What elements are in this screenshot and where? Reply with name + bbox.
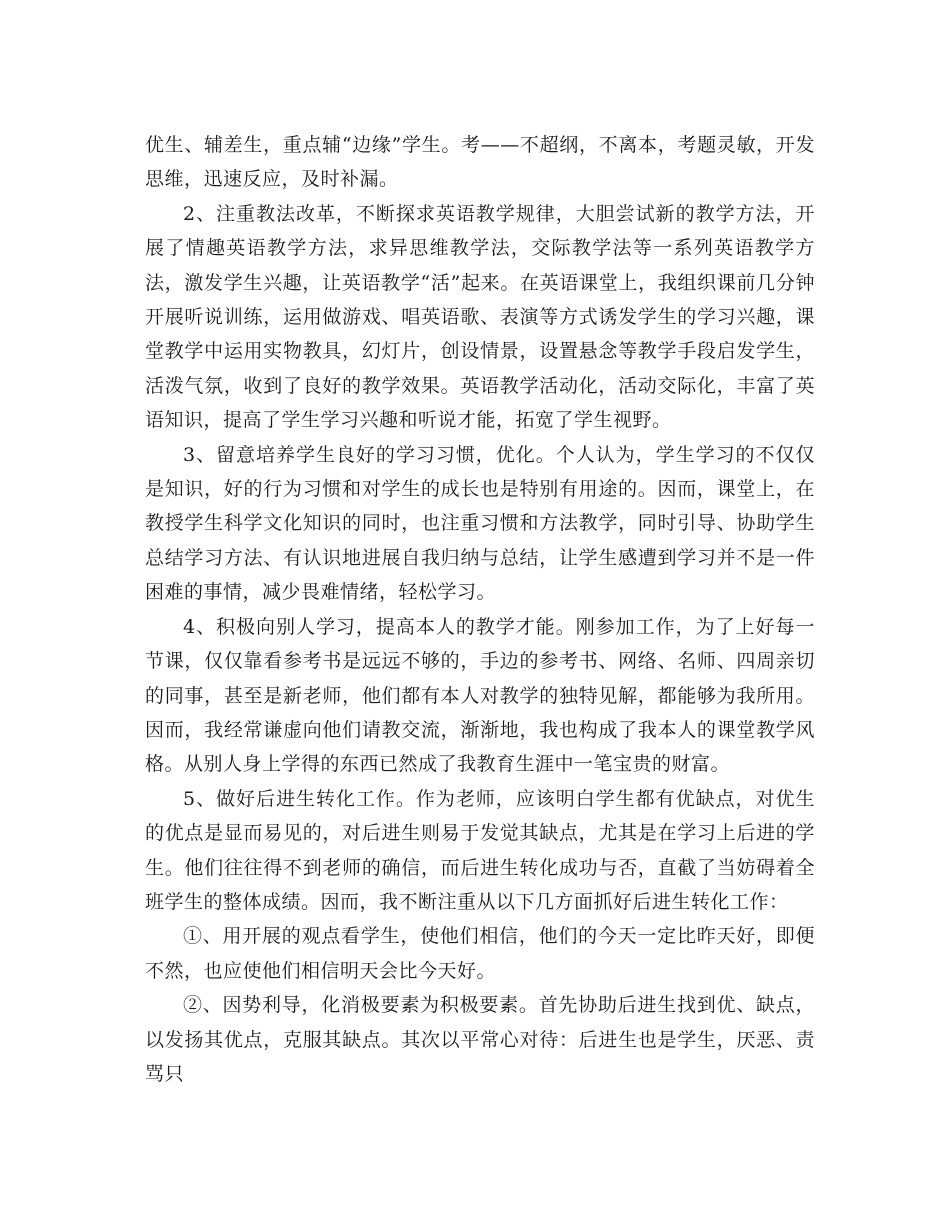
paragraph-continuation: 优生、辅差生，重点辅“边缘”学生。考——不超纲，不离本，考题灵敏，开发思维，迅速反应，及时补漏。	[145, 134, 815, 191]
paragraph-item-4: 4、积极向别人学习，提高本人的教学才能。刚参加工作，为了上好每一节课，仅仅靠看参考书是远远不够的，手边的参考书、网络、名师、四周亲切的同事，甚至是新老师，他们都有本人对教学的独特见解，都能够为我所用。因而，我经常谦虚向他们请教交流，渐渐地，我也构成了我本人的课堂教学风格。从别人身上学得的东西已然成了我教育生涯中一笔宝贵的财富。	[145, 615, 815, 776]
paragraph-subitem-2: ②、因势利导，化消极要素为积极要素。首先协助后进生找到优、缺点，以发扬其优点，克服其缺点。其次以平常心对待：后进生也是学生，厌恶、责骂只	[145, 994, 815, 1085]
paragraph-subitem-1: ①、用开展的观点看学生，使他们相信，他们的今天一定比昨天好，即便不然，也应使他们相信明天会比今天好。	[145, 925, 815, 982]
paragraph-item-2: 2、注重教法改革，不断探求英语教学规律，大胆尝试新的教学方法，开展了情趣英语教学方法，求异思维教学法，交际教学法等一系列英语教学方法，激发学生兴趣，让英语教学“活”起来。在英语课堂上，我组织课前几分钟开展听说训练，运用做游戏、唱英语歌、表演等方式诱发学生的学习兴趣，课堂教学中运用实物教具，幻灯片，创设情景，设置悬念等教学手段启发学生，活泼气氛，收到了良好的教学效果。英语教学活动化，活动交际化，丰富了英语知识，提高了学生学习兴趣和听说才能，拓宽了学生视野。	[145, 202, 815, 432]
document-body	[145, 128, 815, 1091]
paragraph-item-3: 3、留意培养学生良好的学习习惯，优化。个人认为，学生学习的不仅仅是知识，好的行为习惯和对学生的成长也是特别有用途的。因而，课堂上，在教授学生科学文化知识的同时，也注重习惯和方法教学，同时引导、协助学生总结学习方法、有认识地进展自我归纳与总结，让学生感遭到学习并不是一件困难的事情，减少畏难情绪，轻松学习。	[145, 443, 815, 604]
paragraph-item-5: 5、做好后进生转化工作。作为老师，应该明白学生都有优缺点，对优生的优点是显而易见的，对后进生则易于发觉其缺点，尤其是在学习上后进的学生。他们往往得不到老师的确信，而后进生转化成功与否，直截了当妨碍着全班学生的整体成绩。因而，我不断注重从以下几方面抓好后进生转化工作：	[145, 787, 815, 913]
